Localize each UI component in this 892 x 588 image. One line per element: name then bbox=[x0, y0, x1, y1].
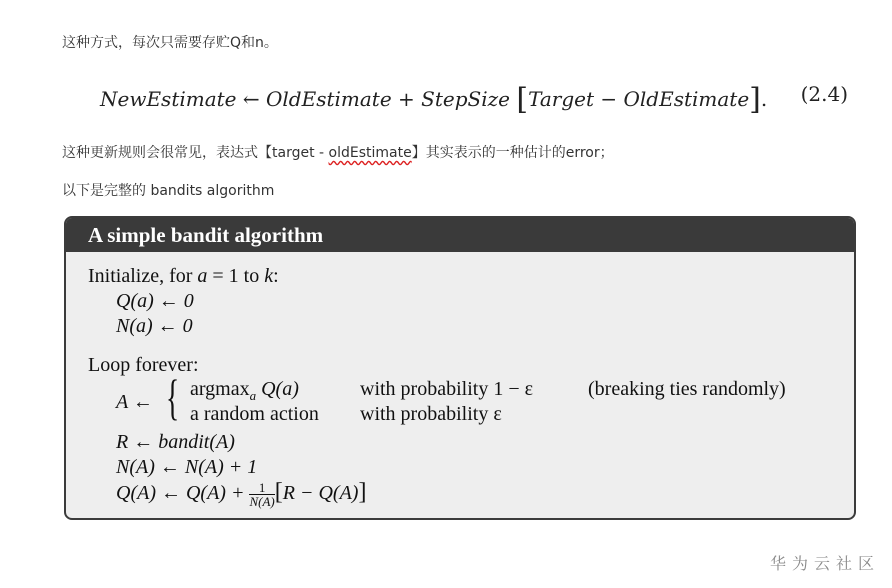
q-update-inner: R − Q(A) bbox=[282, 482, 359, 504]
init-n-line: N(a) ← 0 bbox=[116, 315, 193, 337]
argmax-sub: a bbox=[249, 388, 257, 403]
equation-number: (2.4) bbox=[800, 82, 848, 106]
eq-right-bracket: ] bbox=[749, 82, 761, 117]
init-var: a bbox=[197, 265, 208, 287]
q-bracket-open: [ bbox=[274, 479, 283, 505]
count-update-line: N(A) ← N(A) + 1 bbox=[116, 456, 258, 478]
q-update-line bbox=[88, 479, 854, 509]
choice-brace: { bbox=[166, 369, 180, 425]
reward-lhs: R ← bbox=[116, 431, 159, 453]
init-q-line: Q(a) ← 0 bbox=[116, 290, 194, 312]
eq-old-estimate: OldEstimate bbox=[266, 87, 392, 111]
random-option: a random action bbox=[190, 403, 319, 425]
random-probability: with probability ε bbox=[360, 403, 502, 425]
greedy-probability: with probability 1 − ε bbox=[360, 378, 533, 400]
eq-arrow: ← bbox=[242, 87, 260, 111]
explanation-paragraph bbox=[62, 142, 614, 162]
fraction-numerator: 1 bbox=[249, 481, 274, 495]
init-text: Initialize, for bbox=[88, 265, 198, 287]
init-k: k bbox=[264, 265, 274, 287]
eq-new-estimate: NewEstimate bbox=[100, 87, 237, 111]
eq-left-bracket: [ bbox=[516, 82, 529, 117]
greedy-option bbox=[190, 378, 299, 401]
init-colon: : bbox=[273, 265, 279, 287]
reward-line bbox=[88, 430, 854, 455]
lead-in-paragraph: 以下是完整的 bandits algorithm bbox=[62, 183, 275, 199]
reward-fn: bandit(A) bbox=[158, 431, 235, 453]
q-bracket-close: ] bbox=[358, 479, 367, 505]
action-choice bbox=[116, 369, 854, 430]
eq-old-estimate-2: OldEstimate bbox=[623, 87, 750, 111]
eq-step-size: StepSize bbox=[421, 87, 510, 111]
init-range: = 1 to bbox=[207, 265, 265, 287]
tie-break-note: (breaking ties randomly) bbox=[588, 378, 786, 400]
spellcheck-flagged-word: oldEstimate bbox=[328, 145, 412, 161]
site-watermark: 华为云社区 bbox=[769, 554, 880, 573]
init-line bbox=[88, 264, 854, 289]
algorithm-box bbox=[64, 216, 856, 520]
choice-lhs: A ← bbox=[116, 391, 153, 413]
fraction-denominator: N(A) bbox=[249, 493, 275, 509]
algorithm-body bbox=[66, 252, 854, 509]
explanation-before: 这种更新规则会很常见，表达式【target - bbox=[62, 145, 329, 161]
equation-body bbox=[100, 82, 768, 117]
eq-target: Target bbox=[528, 87, 595, 111]
argmax-q: Q(a) bbox=[256, 378, 299, 400]
step-fraction bbox=[249, 481, 274, 508]
argmax-text: argmax bbox=[190, 378, 250, 400]
eq-period: . bbox=[760, 87, 768, 111]
q-update-lhs: Q(A) ← Q(A) + bbox=[116, 482, 250, 504]
intro-paragraph: 这种方式，每次只需要存贮Q和n。 bbox=[62, 35, 278, 51]
explanation-after: 】其实表示的一种估计的error； bbox=[411, 145, 614, 161]
eq-plus: + bbox=[398, 87, 415, 111]
loop-line: Loop forever: bbox=[88, 354, 199, 376]
algorithm-title: A simple bandit algorithm bbox=[66, 218, 854, 252]
update-equation bbox=[100, 74, 848, 118]
eq-minus: − bbox=[600, 87, 618, 111]
